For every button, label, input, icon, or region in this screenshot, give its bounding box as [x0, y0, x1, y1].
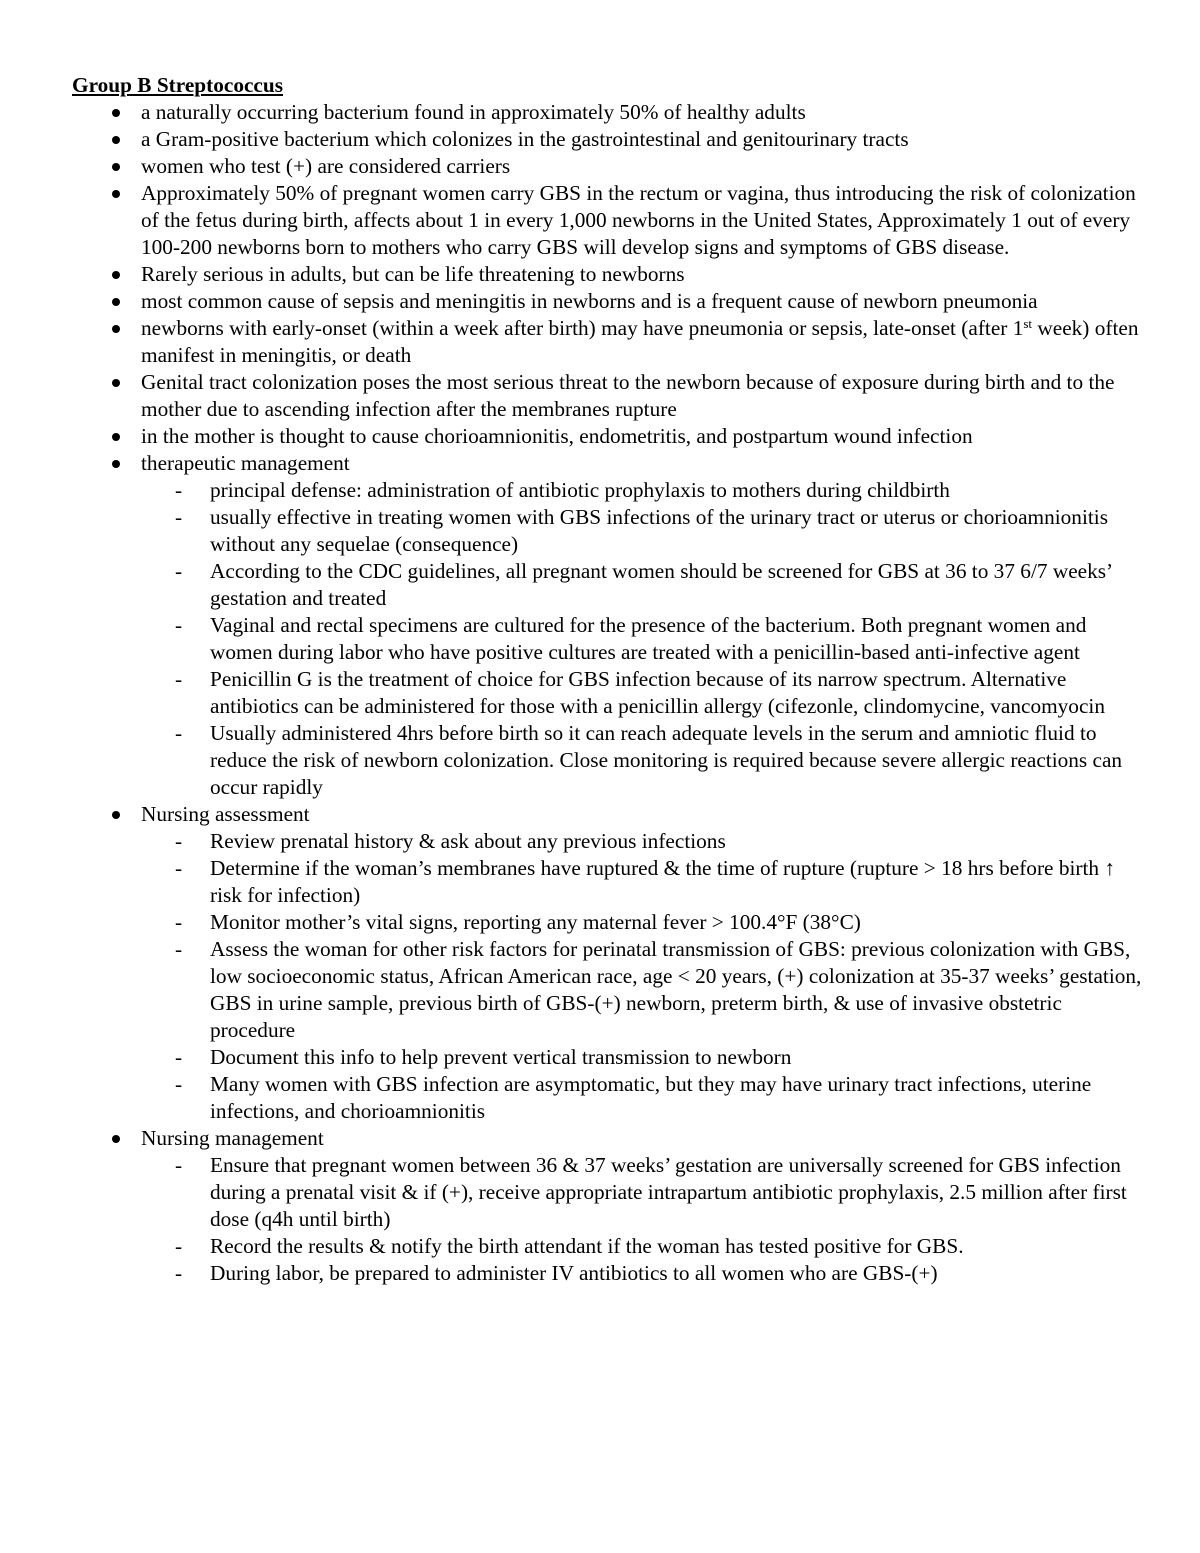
bullet-item: women who test (+) are considered carriers — [72, 153, 1142, 180]
bullet-item: most common cause of sepsis and meningitis in newborns and is a frequent cause of newborn pneumonia — [72, 288, 1142, 315]
section-therapeutic-management — [72, 450, 1142, 801]
sub-item: - Vaginal and rectal specimens are cultured for the presence of the bacterium. Both pregnant women and women during labor who have positive cultures are treated with a penicillin-based anti-infective agent — [140, 612, 1142, 666]
bullet-item: Genital tract colonization poses the most serious threat to the newborn because of exposure during birth and to the mother due to ascending infection after the membranes rupture — [72, 369, 1142, 423]
ordinal-suffix: st — [1023, 316, 1033, 331]
sub-item: - Ensure that pregnant women between 36 & 37 weeks’ gestation are universally screened for GBS infection during a prenatal visit & if (+), receive appropriate intrapartum antibiotic prophylaxis, 2.5 million after first dose (q4h until birth) — [140, 1152, 1142, 1233]
sub-item: - During labor, be prepared to administer IV antibiotics to all women who are GBS-(+) — [140, 1260, 1142, 1287]
bullet-item-onset — [72, 315, 1142, 369]
sub-item: - Monitor mother’s vital signs, reporting any maternal fever > 100.4°F (38°C) — [140, 909, 1142, 936]
management-sublist — [141, 1152, 1142, 1287]
section-label: therapeutic management — [141, 451, 350, 475]
section-nursing-assessment — [72, 801, 1142, 1125]
section-nursing-management — [72, 1125, 1142, 1287]
onset-text-start: newborns with early-onset (within a week after birth) may have pneumonia or sepsis, late-onset (after 1 — [141, 316, 1024, 340]
bullet-item: a Gram-positive bacterium which colonizes in the gastrointestinal and genitourinary tracts — [72, 126, 1142, 153]
section-label: Nursing assessment — [141, 802, 310, 826]
sub-item: - Many women with GBS infection are asymptomatic, but they may have urinary tract infections, uterine infections, and chorioamnionitis — [140, 1071, 1142, 1125]
sub-item: - Usually administered 4hrs before birth so it can reach adequate levels in the serum and amniotic fluid to reduce the risk of newborn colonization. Close monitoring is required because severe allergic reactions can occur rapidly — [140, 720, 1142, 801]
sub-item: - According to the CDC guidelines, all pregnant women should be screened for GBS at 36 to 37 6/7 weeks’ gestation and treated — [140, 558, 1142, 612]
sub-item: - principal defense: administration of antibiotic prophylaxis to mothers during childbirth — [140, 477, 1142, 504]
page-title: Group B Streptococcus — [72, 73, 284, 97]
sub-item: - Penicillin G is the treatment of choice for GBS infection because of its narrow spectrum. Alternative antibiotics can be administered for those with a penicillin allergy (cifezonle, clindomycine, vancomyocin — [140, 666, 1142, 720]
bullet-item: a naturally occurring bacterium found in approximately 50% of healthy adults — [72, 99, 1142, 126]
assessment-sublist — [141, 828, 1142, 1125]
sub-item: - Determine if the woman’s membranes have ruptured & the time of rupture (rupture > 18 hrs before birth ↑ risk for infection) — [140, 855, 1142, 909]
sub-item: - Document this info to help prevent vertical transmission to newborn — [140, 1044, 1142, 1071]
section-label: Nursing management — [141, 1126, 324, 1150]
bullet-item: in the mother is thought to cause chorioamnionitis, endometritis, and postpartum wound infection — [72, 423, 1142, 450]
sub-item: - Record the results & notify the birth attendant if the woman has tested positive for GBS. — [140, 1233, 1142, 1260]
sub-item: - Review prenatal history & ask about any previous infections — [140, 828, 1142, 855]
document-body — [72, 72, 1142, 1287]
sub-item: - usually effective in treating women with GBS infections of the urinary tract or uterus or chorioamnionitis without any sequelae (consequence) — [140, 504, 1142, 558]
main-bullet-list — [72, 99, 1142, 1287]
bullet-item: Rarely serious in adults, but can be life threatening to newborns — [72, 261, 1142, 288]
bullet-item: Approximately 50% of pregnant women carry GBS in the rectum or vagina, thus introducing the risk of colonization of the fetus during birth, affects about 1 in every 1,000 newborns in the United States, Approximately 1 out of every 100-200 newborns born to mothers who carry GBS will develop signs and symptoms of GBS disease. — [72, 180, 1142, 261]
onset-text-end: week) often manifest in meningitis, or death — [141, 316, 1139, 367]
therapeutic-sublist — [141, 477, 1142, 801]
sub-item: - Assess the woman for other risk factors for perinatal transmission of GBS: previous colonization with GBS, low socioeconomic status, African American race, age < 20 years, (+) colonization at 35-37 weeks’ gestation, GBS in urine sample, previous birth of GBS-(+) newborn, preterm birth, & use of invasive obstetric procedure — [140, 936, 1142, 1044]
